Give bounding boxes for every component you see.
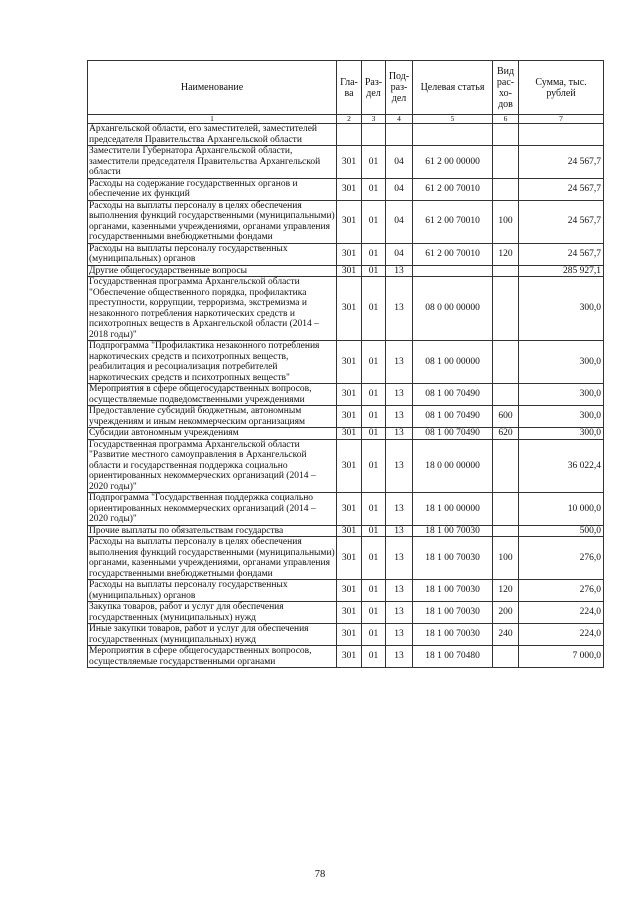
cell-name: Субсидии автономным учреждениям: [88, 428, 337, 440]
cell-razdel: 01: [362, 602, 386, 624]
cell-vid: 200: [493, 602, 519, 624]
cell-statya: 18 1 00 70030: [413, 602, 493, 624]
cell-statya: 08 1 00 00000: [413, 341, 493, 384]
cell-glava: 301: [337, 277, 362, 341]
cell-podrazdel: 04: [386, 178, 413, 200]
cell-razdel: 01: [362, 277, 386, 341]
table-row: [88, 602, 604, 624]
header-statya: Целевая статья: [413, 61, 493, 115]
cell-razdel: 01: [362, 200, 386, 243]
cell-statya: 61 2 00 00000: [413, 146, 493, 179]
cell-summa: 300,0: [519, 406, 604, 428]
cell-statya: 08 1 00 70490: [413, 384, 493, 406]
cell-name: Иные закупки товаров, работ и услуг для обеспечения государственных (муниципальных) нужд: [88, 624, 337, 646]
cell-razdel: 01: [362, 243, 386, 265]
cell-glava: 301: [337, 428, 362, 440]
cell-podrazdel: 13: [386, 537, 413, 580]
cell-statya: 61 2 00 70010: [413, 200, 493, 243]
header-glava: Гла-ва: [337, 61, 362, 115]
cell-podrazdel: 13: [386, 277, 413, 341]
cell-name: Расходы на выплаты персоналу в целях обеспечения выполнения функций государственными (муниципальными) органами, казенными учреждениями, органами управления государственными внебюджетными фондами: [89, 537, 335, 579]
cell-name: Мероприятия в сфере общегосударственных вопросов, осуществляемые подведомственными учреждениями: [88, 384, 337, 406]
table-row: [88, 146, 604, 179]
cell-vid: 600: [493, 406, 519, 428]
cell-podrazdel: 13: [386, 439, 413, 493]
cell-razdel: 01: [362, 146, 386, 179]
cell-glava: 301: [337, 493, 362, 526]
cell-vid: [493, 646, 519, 668]
cell-summa: 7 000,0: [519, 646, 604, 668]
cell-summa: 300,0: [519, 341, 604, 384]
cell-summa: 24 567,7: [519, 178, 604, 200]
cell-razdel: 01: [362, 525, 386, 537]
cell-name: Заместители Губернатора Архангельской области, заместители председателя Правительства Архангельской области: [88, 146, 337, 179]
cell-vid: [493, 146, 519, 179]
cell-name: Расходы на выплаты персоналу государственных (муниципальных) органов: [88, 580, 337, 602]
cell-summa: 300,0: [519, 384, 604, 406]
cell-podrazdel: 13: [386, 525, 413, 537]
cell-glava: 301: [337, 580, 362, 602]
table-row: [88, 428, 604, 440]
cell-summa: 276,0: [519, 537, 604, 580]
table-row: [88, 124, 604, 146]
column-number-row: [88, 115, 604, 124]
cell-statya: 08 1 00 70490: [413, 406, 493, 428]
cell-podrazdel: 04: [386, 146, 413, 179]
header-razdel: Раз-дел: [362, 61, 386, 115]
cell-glava: 301: [337, 384, 362, 406]
column-number: 7: [519, 115, 604, 124]
cell-vid: [493, 493, 519, 526]
table-row: [88, 580, 604, 602]
cell-vid: 120: [493, 580, 519, 602]
cell-statya: 18 1 00 70030: [413, 624, 493, 646]
header-vid: Вид рас-хо-дов: [493, 61, 519, 115]
cell-glava: 301: [337, 646, 362, 668]
cell-razdel: 01: [362, 537, 386, 580]
column-number: 5: [413, 115, 493, 124]
table-row: [88, 200, 604, 243]
cell-vid: [493, 277, 519, 341]
cell-razdel: 01: [362, 646, 386, 668]
table-row: [88, 384, 604, 406]
cell-glava: 301: [337, 525, 362, 537]
header-name: Наименование: [88, 61, 337, 115]
column-number: 4: [386, 115, 413, 124]
cell-podrazdel: 13: [386, 341, 413, 384]
cell-summa: 300,0: [519, 428, 604, 440]
cell-podrazdel: 13: [386, 624, 413, 646]
cell-razdel: 01: [362, 580, 386, 602]
table-row: [88, 341, 604, 384]
cell-glava: 301: [337, 178, 362, 200]
cell-name: Расходы на выплаты персоналу государственных (муниципальных) органов: [88, 243, 337, 265]
cell-name: Другие общегосударственные вопросы: [88, 265, 337, 277]
cell-summa: 24 567,7: [519, 146, 604, 179]
cell-glava: 301: [337, 602, 362, 624]
cell-name: Государственная программа Архангельской области "Развитие местного самоуправления в Архангельской области и государственная поддержка социально ориентированных некоммерческих организаций (2014 – 2020 годы)": [88, 439, 337, 493]
cell-podrazdel: 13: [386, 384, 413, 406]
cell-podrazdel: 13: [386, 493, 413, 526]
cell-vid: 100: [493, 200, 519, 243]
cell-name: Государственная программа Архангельской области "Обеспечение общественного порядка, профилактика преступности, коррупции, терроризма, экстремизма и незаконного потребления наркотических средств и психотропных веществ в Архангельской области (2014 – 2018 годы)": [88, 277, 337, 341]
cell-summa: 24 567,7: [519, 200, 604, 243]
cell-razdel: 01: [362, 493, 386, 526]
cell-glava: [337, 124, 362, 146]
cell-podrazdel: [386, 124, 413, 146]
cell-glava: 301: [337, 341, 362, 384]
cell-glava: 301: [337, 200, 362, 243]
cell-name: Мероприятия в сфере общегосударственных вопросов, осуществляемые государственными органами: [88, 646, 337, 668]
cell-summa: 24 567,7: [519, 243, 604, 265]
column-number: 2: [337, 115, 362, 124]
cell-glava: 301: [337, 624, 362, 646]
cell-name: Расходы на содержание государственных органов и обеспечение их функций: [88, 178, 337, 200]
cell-razdel: 01: [362, 439, 386, 493]
cell-name: Закупка товаров, работ и услуг для обеспечения государственных (муниципальных) нужд: [88, 602, 337, 624]
cell-name: Подпрограмма "Государственная поддержка социально ориентированных некоммерческих организаций (2014 – 2020 годы)": [88, 493, 337, 526]
cell-statya: 18 1 00 00000: [413, 493, 493, 526]
header-summa: Сумма, тыс. рублей: [519, 61, 604, 115]
column-number: 3: [362, 115, 386, 124]
cell-statya: 08 1 00 70490: [413, 428, 493, 440]
cell-podrazdel: 13: [386, 580, 413, 602]
cell-podrazdel: 13: [386, 428, 413, 440]
cell-razdel: 01: [362, 178, 386, 200]
cell-vid: [493, 178, 519, 200]
budget-table: [87, 60, 604, 668]
cell-razdel: 01: [362, 624, 386, 646]
cell-glava: 301: [337, 265, 362, 277]
table-row: [88, 537, 604, 580]
page-number: 78: [314, 869, 326, 880]
cell-razdel: 01: [362, 384, 386, 406]
cell-summa: 10 000,0: [519, 493, 604, 526]
cell-vid: [493, 439, 519, 493]
cell-summa: 300,0: [519, 277, 604, 341]
cell-razdel: 01: [362, 341, 386, 384]
cell-summa: 285 927,1: [519, 265, 604, 277]
table-row: [88, 178, 604, 200]
cell-vid: [493, 384, 519, 406]
table-row: [88, 277, 604, 341]
cell-razdel: [362, 124, 386, 146]
cell-statya: 61 2 00 70010: [413, 243, 493, 265]
table-row: [88, 243, 604, 265]
table-row: [88, 265, 604, 277]
table-row: [88, 439, 604, 493]
cell-summa: 500,0: [519, 525, 604, 537]
cell-summa: 36 022,4: [519, 439, 604, 493]
cell-vid: 620: [493, 428, 519, 440]
table-row: [88, 624, 604, 646]
cell-razdel: 01: [362, 265, 386, 277]
table-row: [88, 525, 604, 537]
cell-statya: 18 0 00 00000: [413, 439, 493, 493]
cell-vid: 240: [493, 624, 519, 646]
cell-statya: 18 1 00 70030: [413, 537, 493, 580]
cell-vid: [493, 124, 519, 146]
cell-statya: 08 0 00 00000: [413, 277, 493, 341]
cell-podrazdel: 13: [386, 265, 413, 277]
cell-razdel: 01: [362, 428, 386, 440]
cell-statya: 18 1 00 70480: [413, 646, 493, 668]
table-row: [88, 493, 604, 526]
cell-vid: [493, 265, 519, 277]
cell-podrazdel: 13: [386, 646, 413, 668]
cell-vid: [493, 525, 519, 537]
cell-podrazdel: 13: [386, 602, 413, 624]
cell-name: Архангельской области, его заместителей, заместителей председателя Правительства Архангельской области: [88, 124, 337, 146]
cell-vid: 120: [493, 243, 519, 265]
cell-glava: 301: [337, 439, 362, 493]
cell-razdel: 01: [362, 406, 386, 428]
column-number: 6: [493, 115, 519, 124]
cell-vid: 100: [493, 537, 519, 580]
cell-glava: 301: [337, 537, 362, 580]
cell-summa: 276,0: [519, 580, 604, 602]
cell-vid: [493, 341, 519, 384]
cell-statya: 18 1 00 70030: [413, 525, 493, 537]
table-header-row: [88, 61, 604, 115]
cell-glava: 301: [337, 406, 362, 428]
header-podrazdel: Под-раз-дел: [386, 61, 413, 115]
cell-statya: [413, 124, 493, 146]
cell-statya: 18 1 00 70030: [413, 580, 493, 602]
cell-podrazdel: 04: [386, 200, 413, 243]
cell-podrazdel: 04: [386, 243, 413, 265]
table-row: [88, 646, 604, 668]
cell-name: Расходы на выплаты персоналу в целях обеспечения выполнения функций государственными (муниципальными) органами, казенными учреждениями, органами управления государственными внебюджетными фондами: [89, 200, 335, 242]
cell-summa: 224,0: [519, 602, 604, 624]
table-row: [88, 406, 604, 428]
cell-podrazdel: 13: [386, 406, 413, 428]
column-number: 1: [88, 115, 337, 124]
cell-glava: 301: [337, 146, 362, 179]
cell-summa: 224,0: [519, 624, 604, 646]
cell-name: Прочие выплаты по обязательствам государства: [88, 525, 337, 537]
cell-name: Подпрограмма "Профилактика незаконного потребления наркотических средств и психотропных веществ, реабилитация и ресоциализация потребителей наркотических средств и психотропных веществ": [88, 341, 337, 384]
cell-summa: [519, 124, 604, 146]
cell-name: Предоставление субсидий бюджетным, автономным учреждениям и иным некоммерческим организациям: [88, 406, 337, 428]
cell-glava: 301: [337, 243, 362, 265]
cell-statya: [413, 265, 493, 277]
cell-statya: 61 2 00 70010: [413, 178, 493, 200]
